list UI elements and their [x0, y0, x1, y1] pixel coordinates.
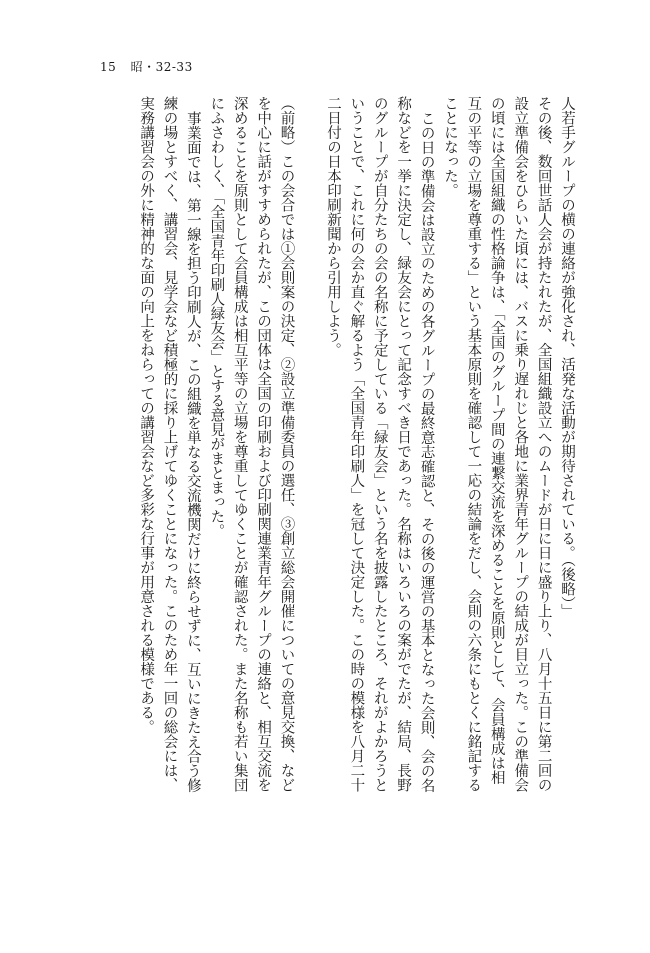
paragraph: その後、数回世話人会が持たれたが、全国組織設立へのムードが日に日に盛り上り、八月十五日に第二回の設立準備会をひらいた頃には、バスに乗り遅れじと各地に業界青年グループの結成が目立った。この準備会の頃には全国組織の性格論争は、「全国のグループ間の連繋交流を深めることを原則として、会員構成は相互の平等の立場を尊重する」という基本原則を確認して一応の結論をだし、会則の六条にもとくに銘記することになった。 [441, 96, 552, 792]
body-text [134, 96, 578, 796]
running-title: 昭・32-33 [130, 60, 193, 74]
quoted-passage: 事業面では、第一線を担う印刷人が、この組織を単なる交流機関だけに終らせずに、互いにきたえ合う修練の場とすべく、講習会、見学会など積極的に採り上げてゆくことになった。このため年一回の総会には、実務講習会の外に精神的な面の向上をねらっての講習会など多彩な行事が用意される模様である。 [138, 96, 201, 792]
quoted-passage: （前略）この会合では①会則案の決定、②設立準備委員の選任、③創立総会開催についての意見交換、などを中心に話がすすめられたが、この団体は全国の印刷および印刷関連業青年グループの連絡と、相互交流を深めることを原則として会員構成は相互平等の立場を尊重してゆくことが確認された。また名称も若い集団にふさわしく、「全国青年印刷人緑友会」とする意見がまとまった。 [208, 96, 295, 792]
page-number: 15 [100, 60, 117, 74]
paragraph: この日の準備会は設立のための各グループの最終意志確認と、その後の運営の基本となった会則、会の名称などを一挙に決定し、緑友会にとって記念すべき日であった。名称はいろいろの案がでたが、結局、長野のグループが自分たちの会の名称に予定している「緑友会」という名を披露したところ、それがよかろうということで、これに何の会か直ぐ解るよう「全国青年印刷人」を冠して決定した。この時の模様を八月二十二日付の日本印刷新聞から引用しよう。 [324, 96, 435, 792]
page-header [100, 58, 193, 75]
paragraph-continuation: 人若手グループの横の連絡が強化され、活発な活動が期待されている。（後略）」 [559, 96, 575, 618]
